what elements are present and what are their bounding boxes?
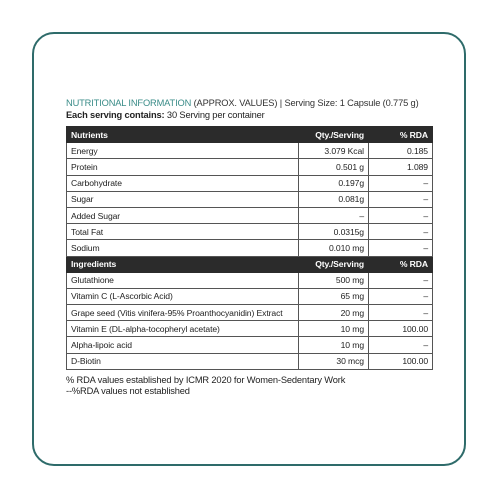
nutrients-name-cell: Carbohydrate bbox=[67, 175, 299, 191]
column-header-rda: % RDA bbox=[369, 127, 433, 143]
table-row bbox=[67, 321, 433, 337]
nutrients-name-cell: Sugar bbox=[67, 191, 299, 207]
nutrients-name-cell: Added Sugar bbox=[67, 207, 299, 223]
ingredients-qty-cell: 10 mg bbox=[299, 321, 369, 337]
nutrients-rda-cell: 0.185 bbox=[369, 143, 433, 159]
ingredients-name-cell: Alpha-lipoic acid bbox=[67, 337, 299, 353]
table-row bbox=[67, 240, 433, 256]
ingredients-rda-cell: 100.00 bbox=[369, 321, 433, 337]
serving-label: Each serving contains: bbox=[66, 110, 165, 120]
ingredients-name-cell: D-Biotin bbox=[67, 353, 299, 369]
table-row bbox=[67, 353, 433, 369]
footnote-rda-source: % RDA values established by ICMR 2020 for Women-Sedentary Work bbox=[66, 374, 346, 385]
ingredients-name-cell: Vitamin E (DL-alpha-tocopheryl acetate) bbox=[67, 321, 299, 337]
ingredients-qty-cell: 30 mcg bbox=[299, 353, 369, 369]
ingredients-name-cell: Grape seed (Vitis vinifera-95% Proanthocyanidin) Extract bbox=[67, 305, 299, 321]
ingredients-rda-cell: – bbox=[369, 305, 433, 321]
nutrients-qty-cell: – bbox=[299, 207, 369, 223]
nutrients-name-cell: Total Fat bbox=[67, 224, 299, 240]
ingredients-rda-cell: 100.00 bbox=[369, 353, 433, 369]
nutrients-rda-cell: – bbox=[369, 175, 433, 191]
ingredients-qty-cell: 10 mg bbox=[299, 337, 369, 353]
table-row bbox=[67, 143, 433, 159]
nutrients-header-row bbox=[67, 127, 433, 143]
ingredients-qty-cell: 20 mg bbox=[299, 305, 369, 321]
nutrients-qty-cell: 0.0315g bbox=[299, 224, 369, 240]
nutrients-rda-cell: – bbox=[369, 240, 433, 256]
nutrients-rda-cell: – bbox=[369, 191, 433, 207]
column-header-rda: % RDA bbox=[369, 256, 433, 272]
nutrients-qty-cell: 0.081g bbox=[299, 191, 369, 207]
nutrition-table bbox=[66, 126, 433, 370]
table-row bbox=[67, 224, 433, 240]
ingredients-qty-cell: 500 mg bbox=[299, 272, 369, 288]
nutrition-panel bbox=[66, 97, 438, 398]
serving-count: 30 Serving per container bbox=[166, 110, 265, 120]
ingredients-rda-cell: – bbox=[369, 337, 433, 353]
serving-size: | Serving Size: 1 Capsule (0.775 g) bbox=[279, 98, 419, 108]
nutrients-rda-cell: – bbox=[369, 224, 433, 240]
column-header-ingredients: Ingredients bbox=[67, 256, 299, 272]
nutrients-name-cell: Sodium bbox=[67, 240, 299, 256]
nutrients-qty-cell: 0.501 g bbox=[299, 159, 369, 175]
serving-info bbox=[66, 109, 438, 121]
table-row bbox=[67, 207, 433, 223]
nutrients-qty-cell: 0.010 mg bbox=[299, 240, 369, 256]
footnote-rda-not-established: --%RDA values not established bbox=[66, 386, 190, 397]
table-row bbox=[67, 191, 433, 207]
nutrients-qty-cell: 0.197g bbox=[299, 175, 369, 191]
nutrients-name-cell: Protein bbox=[67, 159, 299, 175]
nutrients-rda-cell: – bbox=[369, 207, 433, 223]
column-header-nutrients: Nutrients bbox=[67, 127, 299, 143]
column-header-qty: Qty./Serving bbox=[299, 256, 369, 272]
ingredients-name-cell: Vitamin C (L-Ascorbic Acid) bbox=[67, 288, 299, 304]
column-header-qty: Qty./Serving bbox=[299, 127, 369, 143]
table-row bbox=[67, 337, 433, 353]
table-row bbox=[67, 175, 433, 191]
footnotes bbox=[66, 375, 438, 398]
ingredients-name-cell: Glutathione bbox=[67, 272, 299, 288]
ingredients-header-row bbox=[67, 256, 433, 272]
nutrition-subtitle: (APPROX. VALUES) bbox=[193, 98, 278, 108]
table-row bbox=[67, 272, 433, 288]
nutrients-qty-cell: 3.079 Kcal bbox=[299, 143, 369, 159]
nutrients-rda-cell: 1.089 bbox=[369, 159, 433, 175]
table-row bbox=[67, 305, 433, 321]
ingredients-rda-cell: – bbox=[369, 272, 433, 288]
nutrition-heading bbox=[66, 97, 438, 109]
table-row bbox=[67, 288, 433, 304]
ingredients-qty-cell: 65 mg bbox=[299, 288, 369, 304]
nutrients-name-cell: Energy bbox=[67, 143, 299, 159]
ingredients-rda-cell: – bbox=[369, 288, 433, 304]
nutrition-title: NUTRITIONAL INFORMATION bbox=[66, 98, 192, 108]
table-row bbox=[67, 159, 433, 175]
